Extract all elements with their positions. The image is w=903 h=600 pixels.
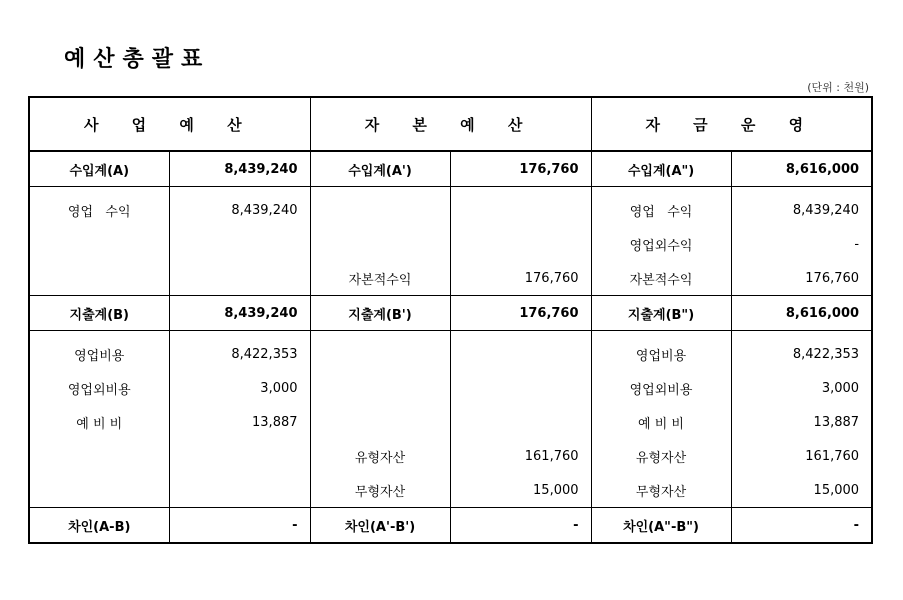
table-cell-amount: 161,760 [450, 439, 591, 473]
table-row [29, 227, 872, 261]
table-cell-label: 지출계(B") [591, 296, 731, 331]
table-cell-label: 영업 수익 [591, 187, 731, 228]
table-row [29, 405, 872, 439]
table-cell-label: 유형자산 [591, 439, 731, 473]
table-cell-amount [450, 187, 591, 228]
table-cell-label [29, 439, 169, 473]
table-cell-amount: 3,000 [169, 371, 310, 405]
table-cell-amount: 15,000 [813, 482, 860, 498]
table-cell-label [310, 331, 450, 372]
table-cell-amount: 8,439,240 [169, 296, 310, 331]
table-cell-label: 지출계(B') [310, 296, 450, 331]
table-cell-amount: 3,000 [821, 380, 860, 396]
table-cell-label: 무형자산 [310, 473, 450, 508]
table-cell-amount: 8,616,000 [731, 151, 872, 187]
table-row [29, 371, 872, 405]
net-difference-row [29, 508, 872, 544]
page-title: 예산총괄표 [64, 47, 211, 72]
table-cell-label: 영업외수익 [591, 227, 731, 261]
table-cell-label: 수입계(A') [310, 151, 450, 187]
table-cell-amount: 8,439,240 [169, 151, 310, 187]
section-header-capital-budget: 자 본 예 산 [310, 97, 591, 151]
table-cell-label: 자본적수익 [310, 261, 450, 296]
table-cell-amount: 8,439,240 [792, 202, 860, 218]
table-cell-amount: 176,760 [450, 296, 591, 331]
unit-note: (단위 : 천원) [807, 81, 869, 94]
table-cell-label [29, 261, 169, 296]
budget-summary-table [28, 96, 873, 544]
table-cell-label: 수입계(A") [591, 151, 731, 187]
table-cell-amount [450, 371, 591, 405]
table-cell-amount: - [854, 236, 860, 252]
table-cell-label: 예 비 비 [591, 405, 731, 439]
table-cell-amount: 176,760 [450, 151, 591, 187]
section-header-operating-budget: 사 업 예 산 [29, 97, 310, 151]
table-cell-amount: - [450, 508, 591, 544]
table-row [29, 473, 872, 508]
section-header-fund-operation: 자 금 운 영 [591, 97, 872, 151]
table-cell-label: 영업외비용 [591, 371, 731, 405]
table-cell-amount: - [731, 508, 872, 544]
table-row [29, 261, 872, 296]
table-cell-label: 예 비 비 [29, 405, 169, 439]
table-row [29, 331, 872, 372]
expenditure-total-row [29, 296, 872, 331]
table-cell-label: 영업 수익 [29, 187, 169, 228]
table-cell-label: 차인(A-B) [29, 508, 169, 544]
table-cell-amount: - [169, 508, 310, 544]
table-cell-amount [450, 331, 591, 372]
table-cell-amount: 161,760 [805, 448, 860, 464]
table-cell-label: 자본적수익 [591, 261, 731, 296]
table-cell-amount: 8,439,240 [169, 187, 310, 228]
table-cell-label: 수입계(A) [29, 151, 169, 187]
table-cell-amount: 176,760 [450, 261, 591, 296]
table-row [29, 439, 872, 473]
table-cell-amount [169, 261, 310, 296]
table-cell-amount: 13,887 [169, 405, 310, 439]
table-cell-label: 지출계(B) [29, 296, 169, 331]
table-cell-amount: 176,760 [805, 270, 860, 286]
revenue-total-row [29, 151, 872, 187]
table-cell-label: 영업외비용 [29, 371, 169, 405]
table-cell-label [29, 473, 169, 508]
table-cell-label [310, 227, 450, 261]
table-cell-label: 차인(A"-B") [591, 508, 731, 544]
table-row [29, 187, 872, 228]
table-cell-amount [450, 227, 591, 261]
table-cell-label: 무형자산 [591, 473, 731, 508]
table-cell-label [310, 371, 450, 405]
table-cell-amount: 8,616,000 [731, 296, 872, 331]
table-cell-label: 영업비용 [591, 331, 731, 372]
table-cell-amount: 8,422,353 [169, 331, 310, 372]
table-cell-amount [450, 405, 591, 439]
table-cell-amount [169, 439, 310, 473]
table-cell-label [29, 227, 169, 261]
table-cell-amount [169, 473, 310, 508]
table-cell-amount [169, 227, 310, 261]
table-cell-label: 유형자산 [310, 439, 450, 473]
table-cell-amount: 15,000 [450, 473, 591, 508]
table-cell-label [310, 405, 450, 439]
table-cell-label [310, 187, 450, 228]
table-cell-amount: 8,422,353 [792, 346, 860, 362]
table-cell-amount: 13,887 [813, 414, 860, 430]
section-header-row [29, 97, 872, 151]
table-cell-label: 차인(A'-B') [310, 508, 450, 544]
table-cell-label: 영업비용 [29, 331, 169, 372]
